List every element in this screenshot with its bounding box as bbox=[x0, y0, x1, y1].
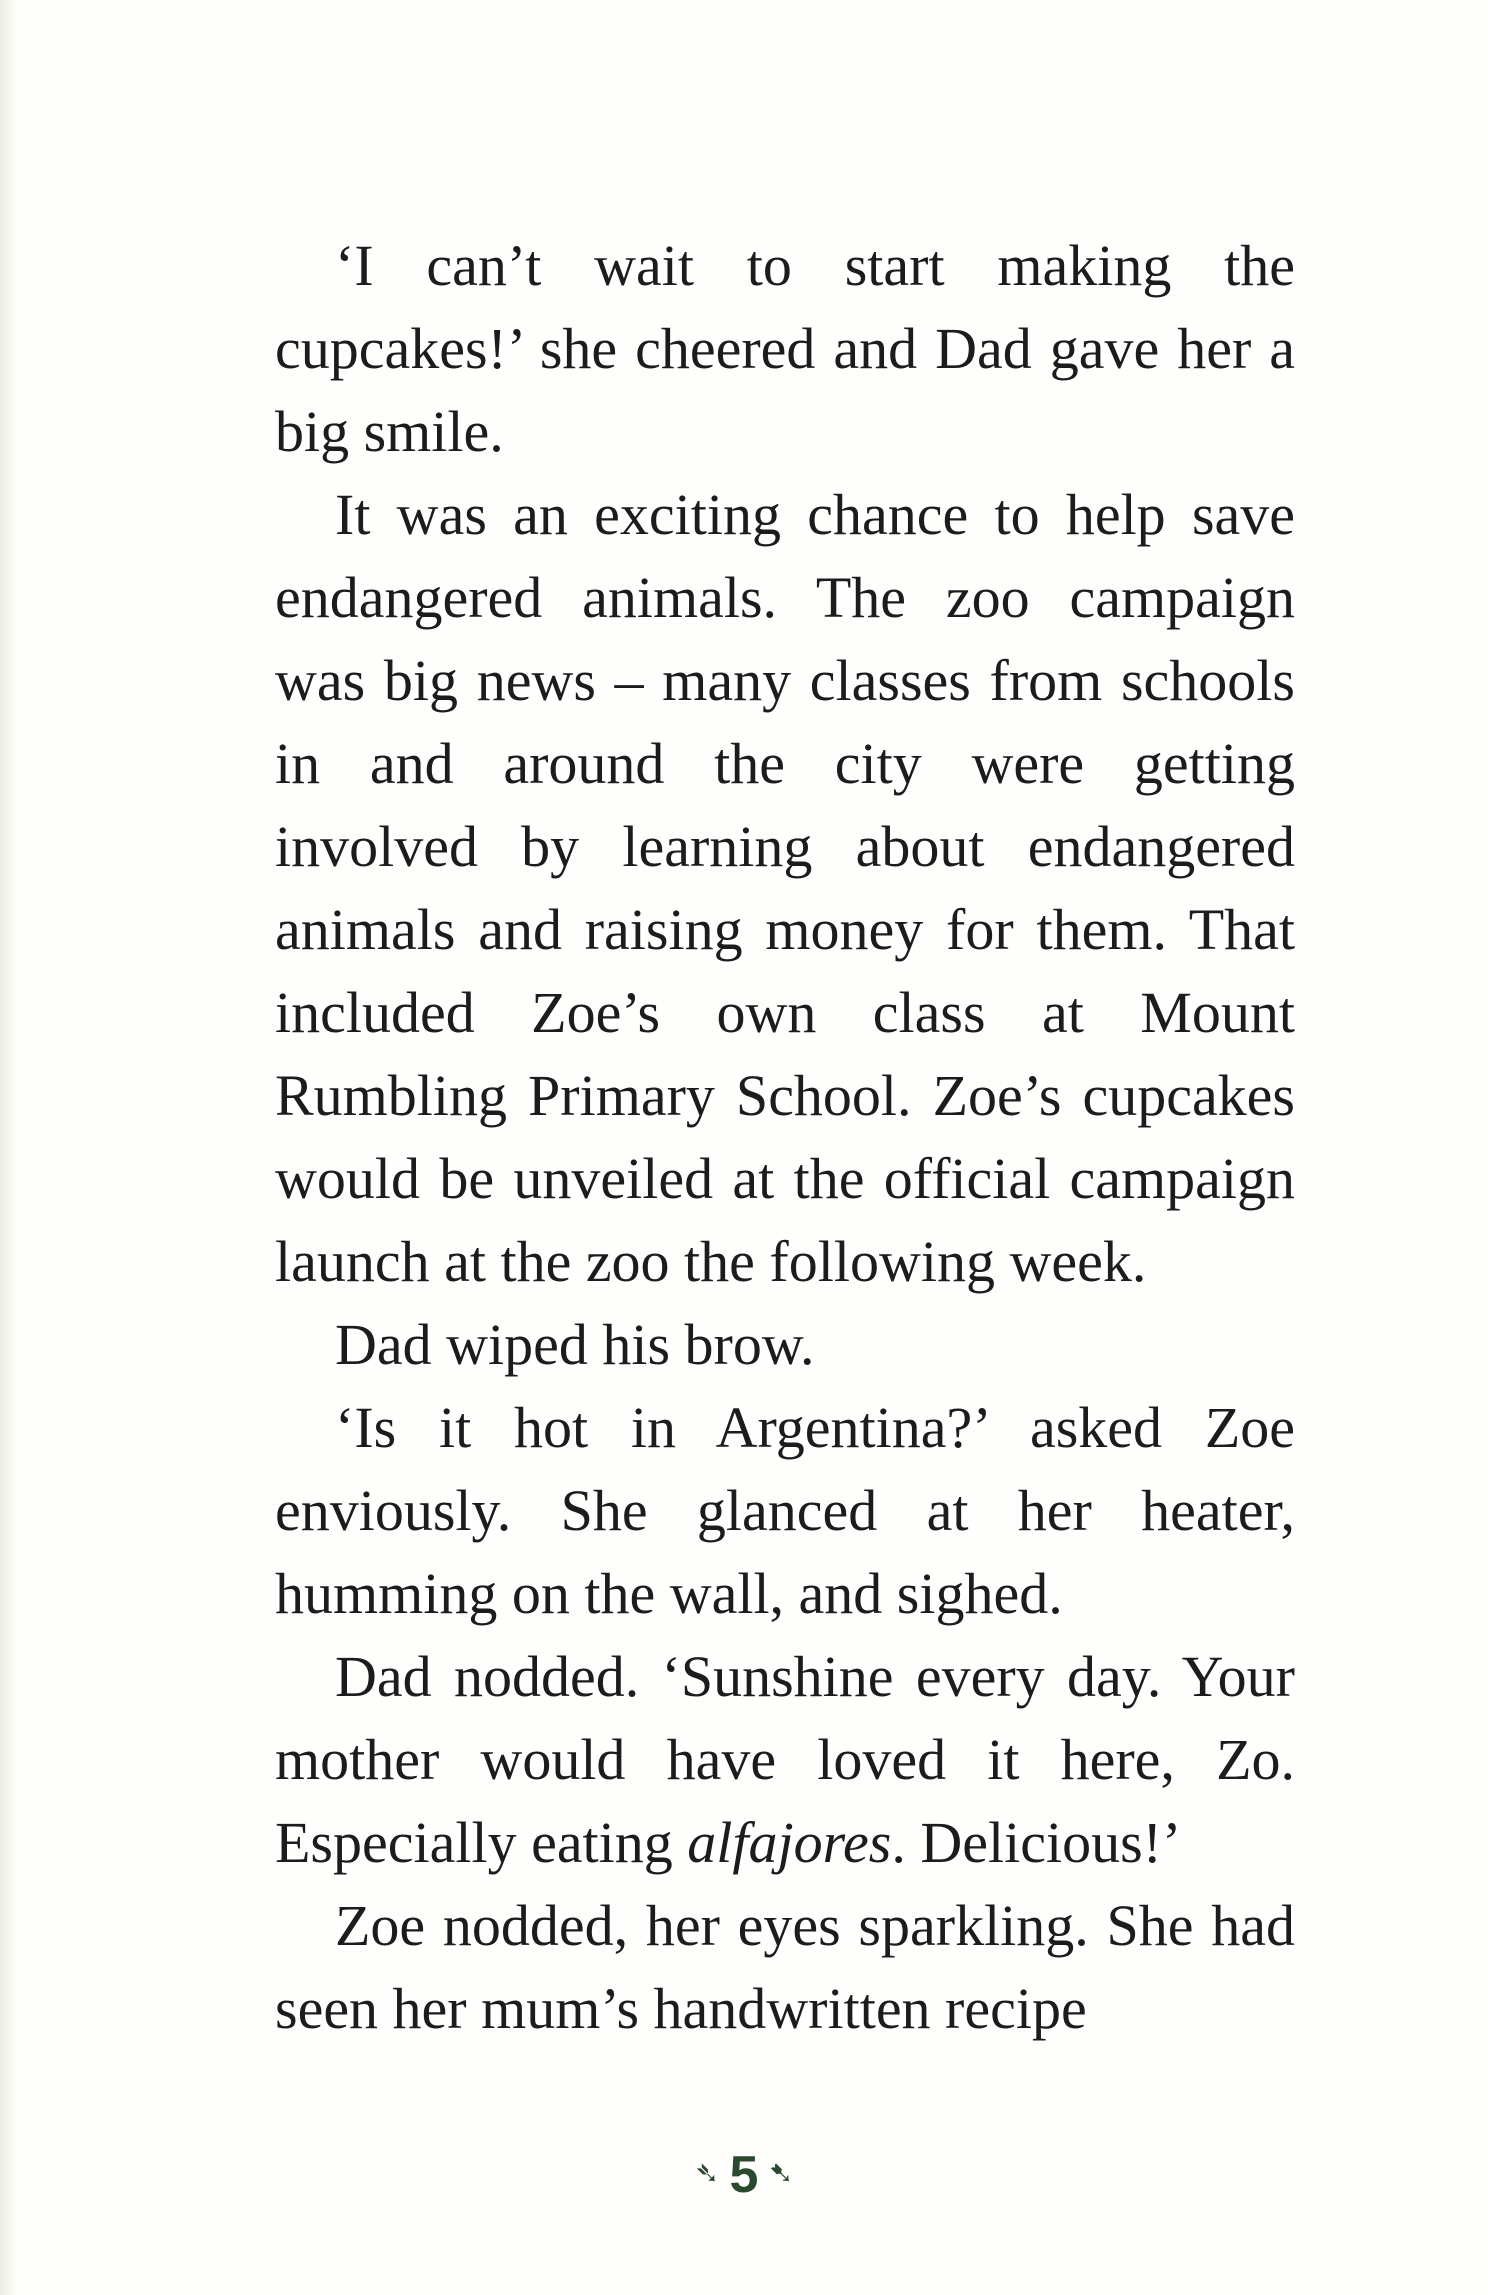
italic-word: alfajores bbox=[687, 1810, 892, 1875]
right-ornament-icon: ➷ bbox=[768, 2157, 794, 2191]
paragraph-text: Zoe nodded, her eyes sparkling. She had seen her mum’s handwritten recipe bbox=[275, 1893, 1295, 2041]
paragraph bbox=[275, 473, 1295, 1303]
paragraph-text: ‘Is it hot in Argentina?’ asked Zoe enviously. She glanced at her heater, humming on the wall, and sighed. bbox=[275, 1395, 1295, 1626]
body-text bbox=[275, 224, 1295, 2050]
left-ornament-icon: ➴ bbox=[694, 2157, 720, 2191]
page-number-folio bbox=[0, 2145, 1488, 2208]
paragraph-text: It was an exciting chance to help save endangered animals. The zoo campaign was big news – many classes from schools in and around the city were getting involved by learning about endangered animals and raising money for them. That included Zoe’s own class at Mount Rumbling Primary School. Zoe’s cupcakes would be unveiled at the official campaign launch at the zoo the following week. bbox=[275, 482, 1295, 1294]
paragraph bbox=[275, 1386, 1295, 1635]
page-edge-shadow bbox=[0, 0, 18, 2295]
paragraph bbox=[275, 1635, 1295, 1884]
page-number: 5 bbox=[729, 2146, 759, 2204]
paragraph-text: Dad wiped his brow. bbox=[335, 1312, 815, 1377]
paragraph bbox=[275, 1303, 1295, 1386]
paragraph-text: ‘I can’t wait to start making the cupcakes!’ she cheered and Dad gave her a big smile. bbox=[275, 233, 1295, 464]
paragraph bbox=[275, 1884, 1295, 2050]
paragraph bbox=[275, 224, 1295, 473]
paragraph-text: Dad nodded. ‘Sunshine every day. Your mother would have loved it here, Zo. Especially eating bbox=[275, 1644, 1295, 1875]
paragraph-text-end: . Delicious!’ bbox=[891, 1810, 1182, 1875]
